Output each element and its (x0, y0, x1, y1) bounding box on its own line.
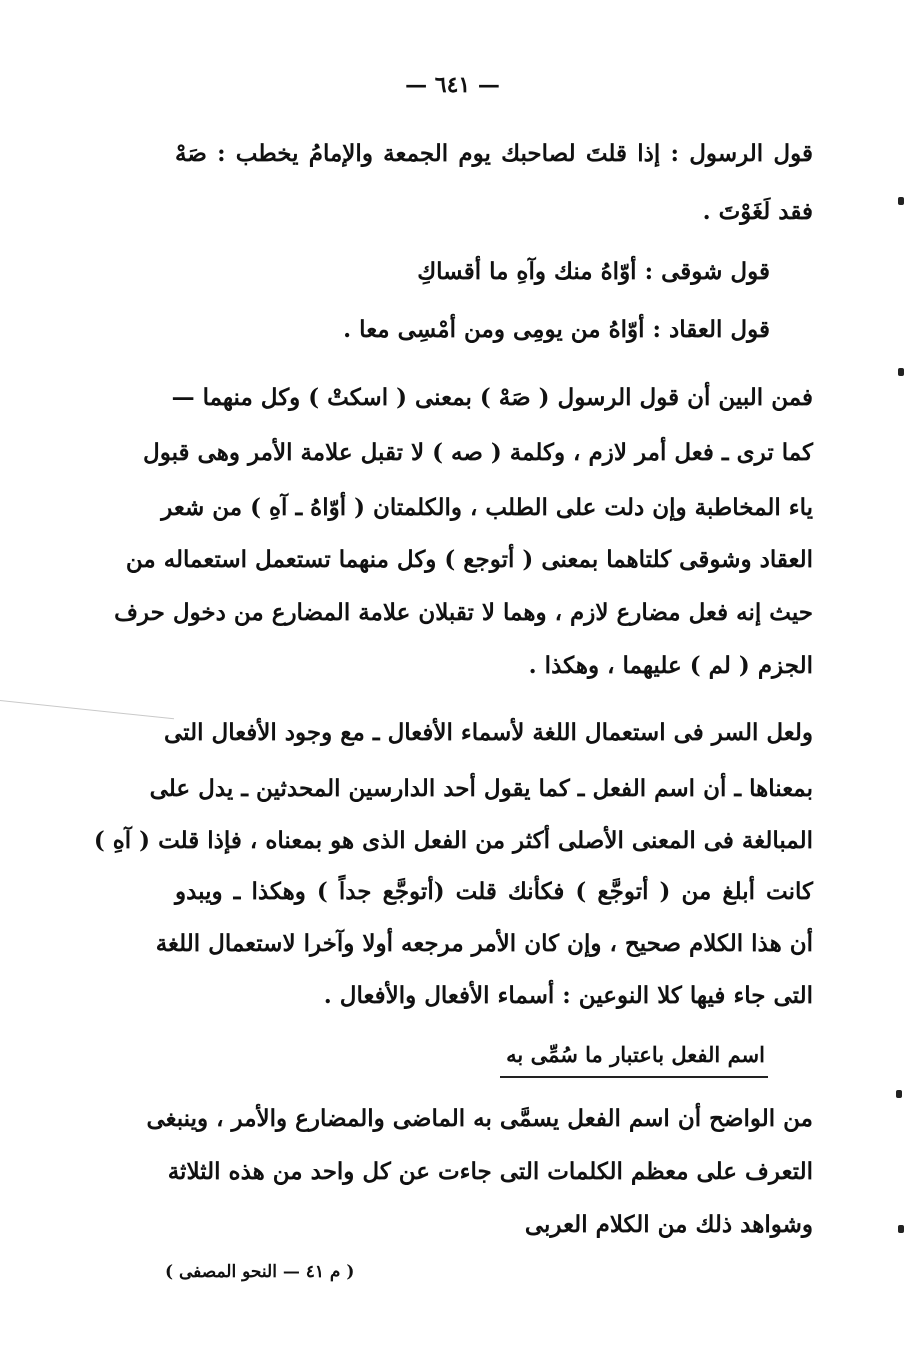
text-line: بمعناها ـ أن اسم الفعل ـ كما يقول أحد الدارسين المحدثين ـ يدل على (149, 775, 813, 802)
text-line: أن هذا الكلام صحيح ، وإن كان الأمر مرجعه أولا وآخرا لاستعمال اللغة (155, 930, 813, 957)
text-line: فمن البين أن قول الرسول ( صَهْ ) بمعنى ( اسكتْ ) وكل منهما — (171, 384, 813, 411)
margin-mark (896, 1090, 902, 1098)
text-line: العقاد وشوقى كلتاهما بمعنى ( أتوجع ) وكل منهما تستعمل استعماله من (125, 546, 813, 573)
text-line: فقد لَغَوْتَ . (702, 198, 813, 225)
margin-mark (898, 197, 904, 205)
text-line: وشواهد ذلك من الكلام العربى (524, 1211, 813, 1238)
section-heading: اسم الفعل باعتبار ما سُمِّى به (506, 1042, 765, 1067)
text-line: الجزم ( لم ) عليهما ، وهكذا . (528, 652, 813, 679)
margin-mark (898, 1225, 904, 1233)
text-line: التى جاء فيها كلا النوعين : أسماء الأفعال والأفعال . (323, 982, 813, 1009)
text-line: حيث إنه فعل مضارع لازم ، وهما لا تقبلان علامة المضارع من دخول حرف (114, 599, 813, 626)
scan-artifact-line (0, 700, 174, 719)
text-line: المبالغة فى المعنى الأصلى أكثر من الفعل الذى هو بمعناه ، فإذا قلت ( آهِ ) (93, 827, 813, 854)
text-line: ولعل السر فى استعمال اللغة لأسماء الأفعال ـ مع وجود الأفعال التى (163, 719, 813, 746)
margin-mark (898, 368, 904, 376)
footer-signature: ( م ٤١ — النحو المصفى ) (165, 1262, 355, 1282)
text-line: كانت أبلغ من ( أتوجَّع ) فكأنك قلت (أتوجَّع جداً ) وهكذا ـ ويبدو (175, 878, 813, 905)
page-number: — ٦٤١ — (405, 72, 500, 98)
text-line: التعرف على معظم الكلمات التى جاءت عن كل واحد من هذه الثلاثة (167, 1158, 813, 1185)
text-line: كما ترى ـ فعل أمر لازم ، وكلمة ( صه ) لا تقبل علامة الأمر وهى قبول (143, 439, 813, 466)
text-line: من الواضح أن اسم الفعل يسمَّى به الماضى والمضارع والأمر ، وينبغى (146, 1105, 813, 1132)
text-line: ياء المخاطبة وإن دلت على الطلب ، والكلمتان ( أوّاهُ ـ آهِ ) من شعر (161, 494, 813, 521)
verse-line: قول العقاد : أوّاهُ من يومِى ومن أمْسِى معا . (343, 316, 770, 343)
text-line: قول الرسول : إذا قلتَ لصاحبك يوم الجمعة والإمامُ يخطب : صَهْ (175, 140, 813, 167)
heading-underline (500, 1076, 768, 1078)
verse-line: قول شوقى : أوّاهُ منك وآهِ ما أقساكِ (417, 258, 770, 285)
